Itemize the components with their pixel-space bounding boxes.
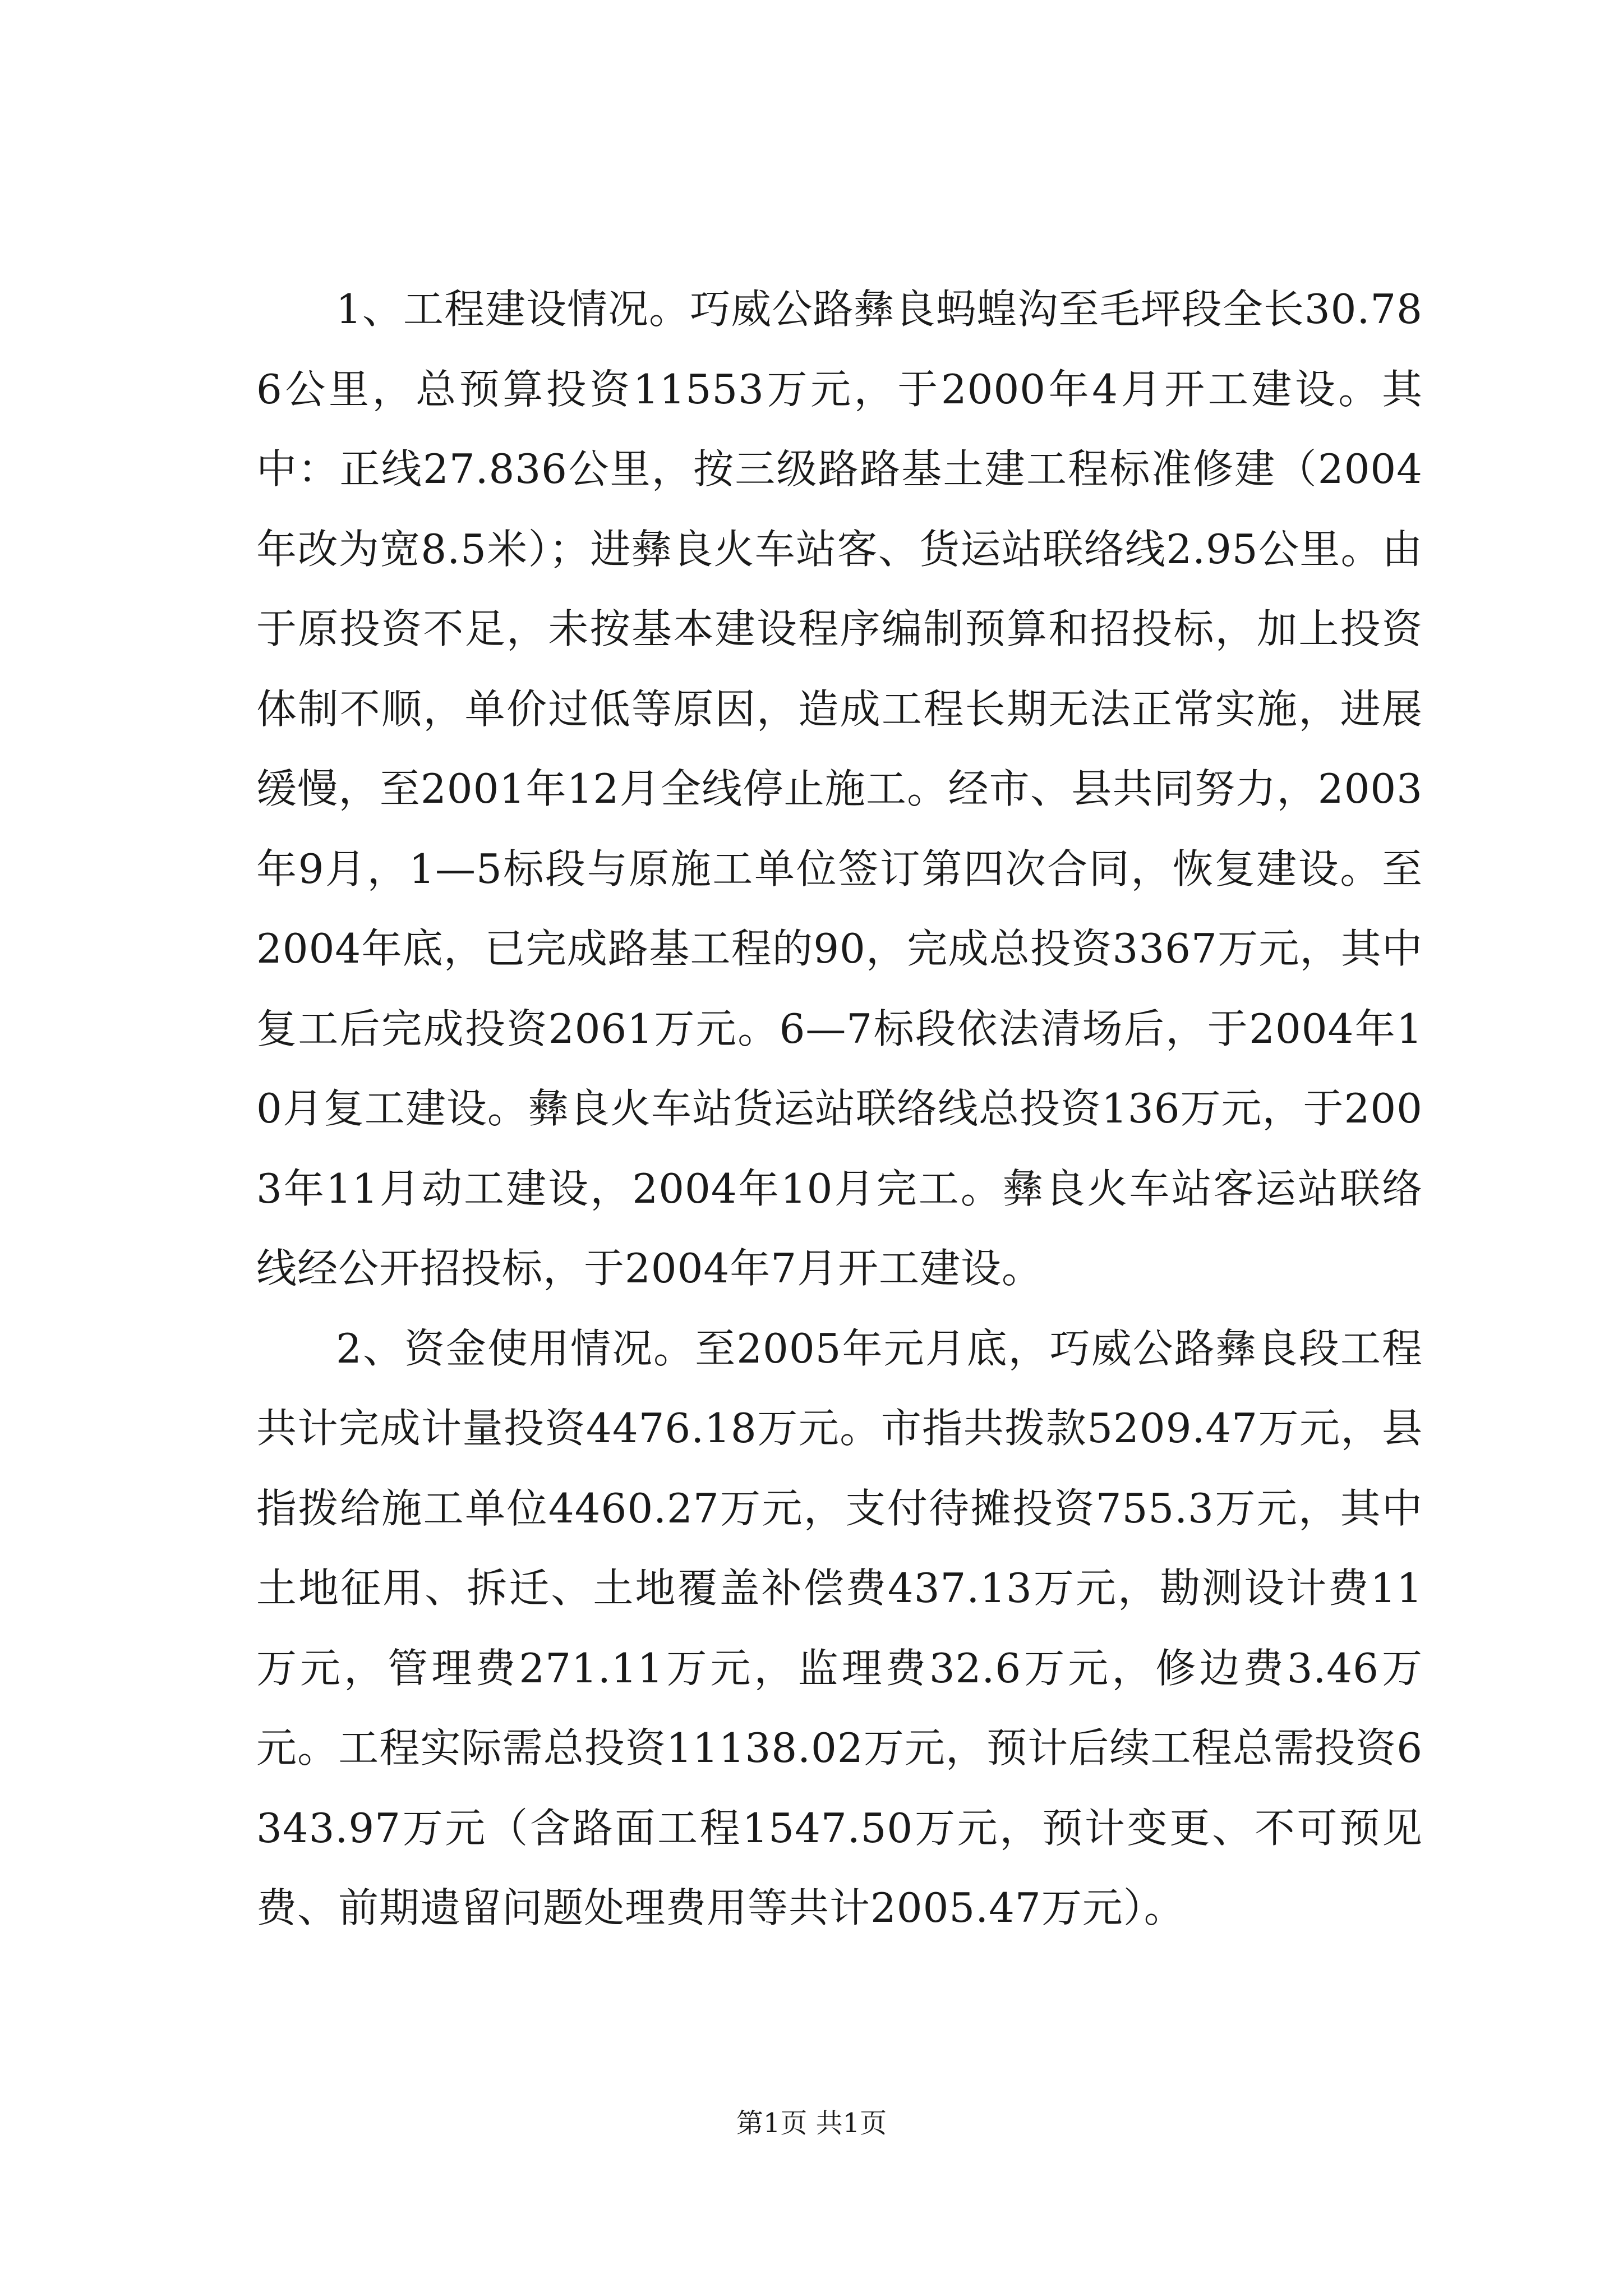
paragraph-engineering-progress: 1、工程建设情况。巧威公路彝良蚂蝗沟至毛坪段全长30.786公里，总预算投资11553万元，于2000年4月开工建设。其中：正线27.836公里，按三级路路基土建工程标准修建（2004年改为宽8.5米）；进彝良火车站客、货运站联络线2.95公里。由于原投资不足，未按基本建设程序编制预算和招投标，加上投资体制不顺，单价过低等原因，造成工程长期无法正常实施，进展缓慢，至2001年12月全线停止施工。经市、县共同努力，2003年9月，1—5标段与原施工单位签订第四次合同，恢复建设。至2004年底，已完成路基工程的90，完成总投资3367万元，其中复工后完成投资2061万元。6—7标段依法清场后，于2004年10月复工建设。彝良火车站货运站联络线总投资136万元，于2003年11月动工建设，2004年10月完工。彝良火车站客运站联络线经公开招投标，于2004年7月开工建设。: [256, 286, 1423, 1292]
paragraph-fund-usage: 2、资金使用情况。至2005年元月底，巧威公路彝良段工程共计完成计量投资4476.18万元。市指共拨款5209.47万元，县指拨给施工单位4460.27万元，支付待摊投资755.3万元，其中土地征用、拆迁、土地覆盖补偿费437.13万元，勘测设计费11万元，管理费271.11万元，监理费32.6万元，修边费3.46万元。工程实际需总投资11138.02万元，预计后续工程总需投资6343.97万元（含路面工程1547.50万元，预计变更、不可预见费、前期遗留问题处理费用等共计2005.47万元）。: [256, 1324, 1423, 1931]
page-footer: 第1页 共1页: [736, 2108, 887, 2139]
document-body: [256, 269, 1423, 1948]
